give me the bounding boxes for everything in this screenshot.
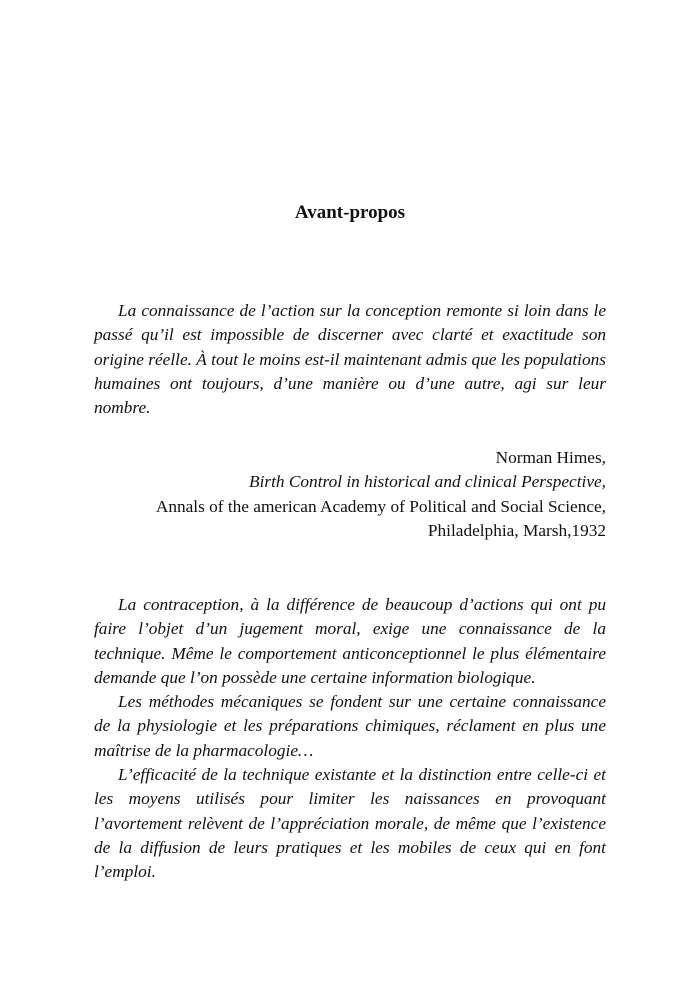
citation bbox=[94, 446, 606, 543]
paragraph: Les méthodes mécaniques se fondent sur une certaine connaissance de la physiologie et les préparations chimiques, réclament en plus une maîtrise de la pharmacologie… bbox=[94, 692, 606, 760]
citation-work: Birth Control in historical and clinical Perspective, bbox=[249, 472, 606, 492]
paragraph: La contraception, à la différence de beaucoup d’actions qui ont pu faire l’objet d’un jugement moral, exige une connaissance de la technique. Même le comportement anticonceptionnel le plus élémentaire demande que l’on possède une certaine information biologique. bbox=[94, 595, 606, 687]
citation-journal: Annals of the american Academy of Political and Social Science, bbox=[155, 496, 606, 516]
epigraph bbox=[94, 299, 606, 420]
page-title: Avant-propos bbox=[294, 202, 406, 223]
citation-place: Philadelphia, Marsh,1932 bbox=[427, 520, 606, 540]
body-text bbox=[94, 593, 606, 885]
epigraph-text: La connaissance de l’action sur la conception remonte si loin dans le passé qu’il est impossible de discerner avec clarté et exactitude son origine réelle. À tout le moins est-il maintenant admis que les populations humaines ont toujours, d’une manière ou d’une autre, agi sur leur nombre. bbox=[94, 301, 606, 418]
citation-author: Norman Himes, bbox=[495, 448, 606, 467]
paragraph: L’efficacité de la technique existante et la distinction entre celle-ci et les moyens utilisés pour limiter les naissances en provoquant l’avortement relèvent de l’appréciation morale, de même que l’existence de la diffusion de leurs pratiques et les mobiles de ceux qui en font l’emploi. bbox=[94, 765, 606, 882]
